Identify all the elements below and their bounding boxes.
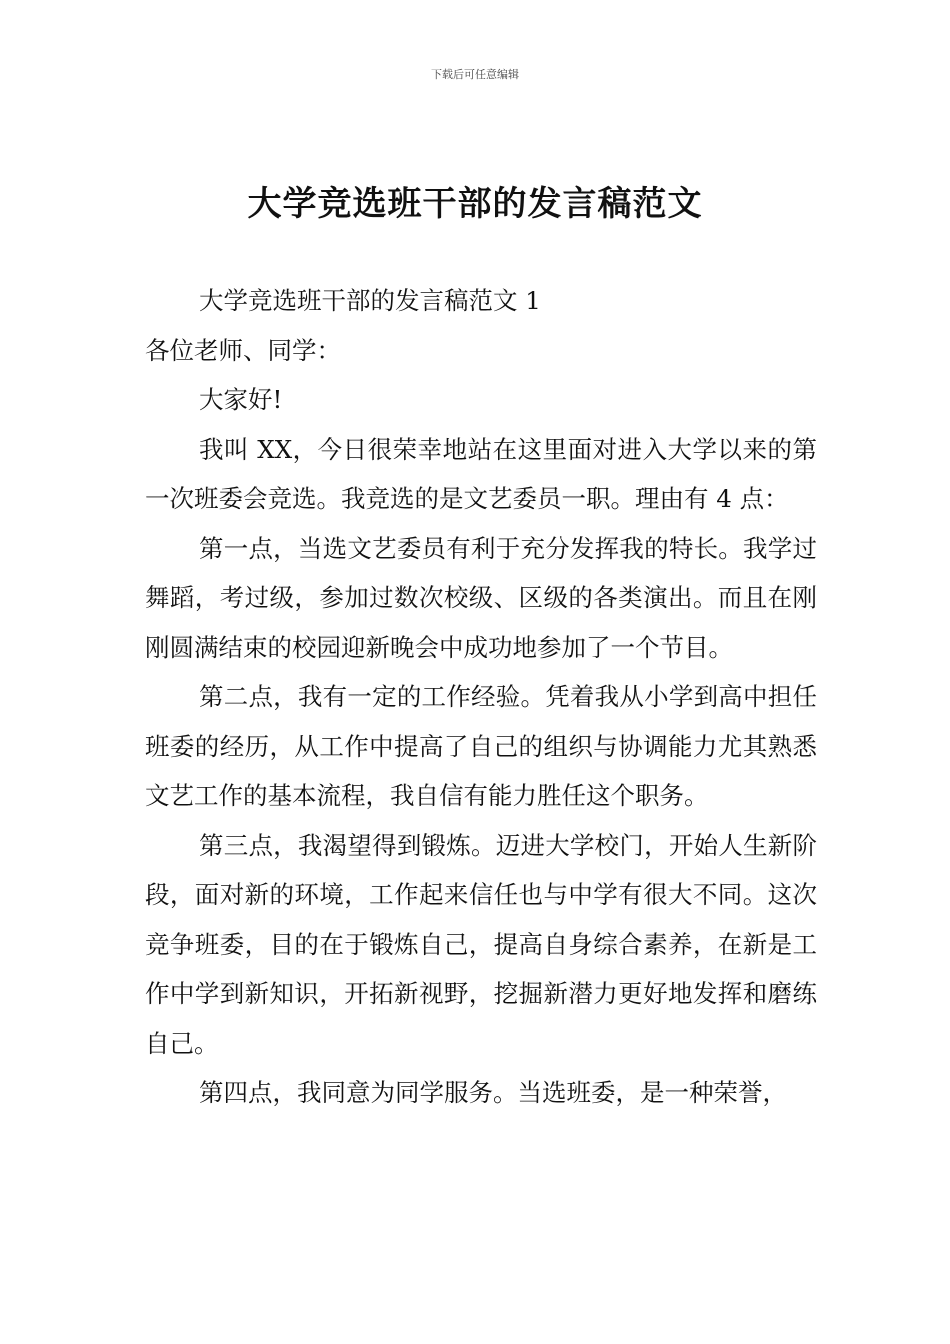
paragraph-salutation: 各位老师、同学： [145, 335, 341, 365]
paragraph-intro: 我叫 XX，今日很荣幸地站在这里面对进入大学以来的第一次班委会竞选。我竞选的是文艺委员一职。理由有 4 点： [145, 434, 817, 513]
paragraph-point-3: 第三点，我渴望得到锻炼。迈进大学校门，开始人生新阶段，面对新的环境，工作起来信任也与中学有很大不同。这次竞争班委，目的在于锻炼自己，提高自身综合素养，在新是工作中学到新知识，开拓新视野，挖掘新潜力更好地发挥和磨练自己。 [145, 830, 817, 1058]
paragraph-point-1: 第一点，当选文艺委员有利于充分发挥我的特长。我学过舞蹈，考过级，参加过数次校级、区级的各类演出。而且在刚刚圆满结束的校园迎新晚会中成功地参加了一个节目。 [145, 533, 817, 662]
paragraph-point-4: 第四点，我同意为同学服务。当选班委，是一种荣誉， [199, 1078, 787, 1107]
document-body [145, 276, 817, 1118]
paragraph-greeting: 大家好! [199, 385, 283, 414]
document-title: 大学竞选班干部的发言稿范文 [247, 184, 703, 224]
header-note: 下载后可任意编辑 [431, 68, 519, 81]
paragraph-point-2: 第二点，我有一定的工作经验。凭着我从小学到高中担任班委的经历，从工作中提高了自己的组织与协调能力尤其熟悉文艺工作的基本流程，我自信有能力胜任这个职务。 [145, 682, 817, 810]
paragraph-heading: 大学竞选班干部的发言稿范文 1 [199, 286, 541, 315]
